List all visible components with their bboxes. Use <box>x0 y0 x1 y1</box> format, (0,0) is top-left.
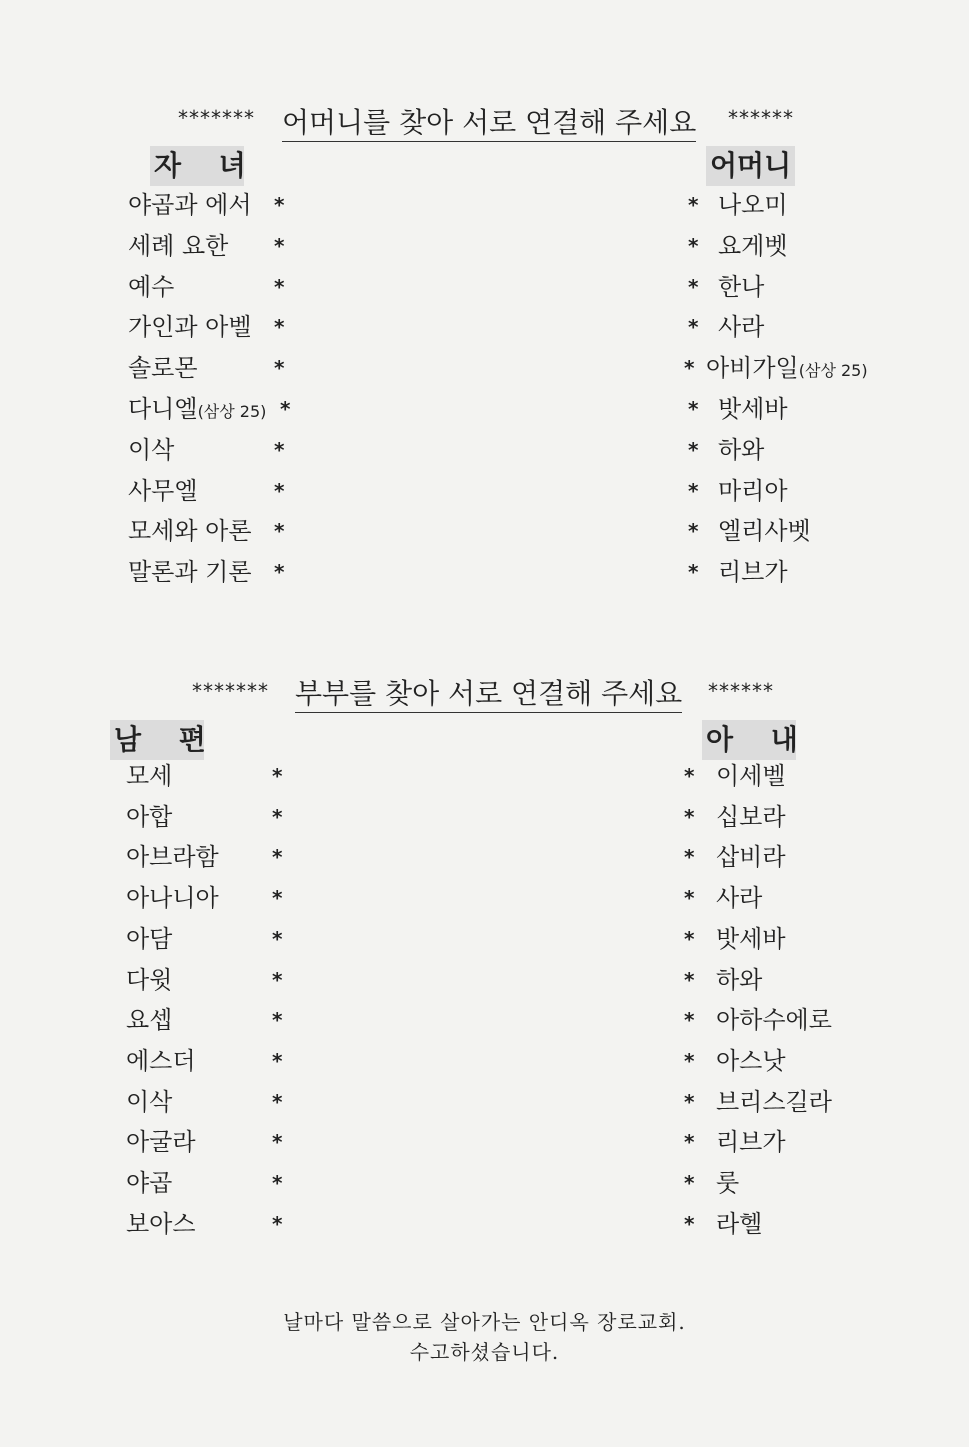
connect-point[interactable]: * <box>688 519 699 544</box>
item-text: 아비가일 <box>706 354 799 383</box>
footer-line1: 날마다 말씀으로 살아가는 안디옥 장로교회. <box>283 1310 686 1334</box>
item-text: 에스더 <box>126 1046 196 1075</box>
husband-item <box>126 1046 196 1076</box>
connect-point[interactable]: * <box>688 478 699 503</box>
husband-item <box>126 761 172 791</box>
connect-point[interactable]: * <box>272 926 283 951</box>
item-text: 리브가 <box>716 1128 786 1157</box>
child-item <box>128 231 228 261</box>
item-text: 솔로몬 <box>128 354 198 383</box>
connect-point[interactable]: * <box>274 519 285 544</box>
wife-item <box>716 802 786 832</box>
item-text: 세례 요한 <box>128 231 229 260</box>
children-header: 자 녀 <box>150 146 244 186</box>
mother-item <box>718 231 788 261</box>
item-text: 가인과 아벨 <box>128 313 252 342</box>
connect-point[interactable]: * <box>272 886 283 911</box>
item-text: 사무엘 <box>128 476 198 505</box>
connect-point[interactable]: * <box>274 356 285 381</box>
item-text: 라헬 <box>716 1209 763 1238</box>
husband-item <box>126 883 219 913</box>
husband-item <box>126 1127 196 1157</box>
wife-item <box>716 1005 832 1035</box>
connect-point[interactable]: * <box>688 315 699 340</box>
item-text: 한나 <box>718 272 765 301</box>
connect-point[interactable]: * <box>684 1130 695 1155</box>
item-text: 사라 <box>718 313 765 342</box>
section1-title: 어머니를 찾아 서로 연결해 주세요 <box>282 106 696 142</box>
item-text: 보아스 <box>126 1209 196 1238</box>
mothers-header: 어머니 <box>706 146 795 186</box>
connect-point[interactable]: * <box>272 1008 283 1033</box>
connect-point[interactable]: * <box>684 926 695 951</box>
item-text: 요셉 <box>126 1006 173 1035</box>
connect-point[interactable]: * <box>274 233 285 258</box>
connect-point[interactable]: * <box>688 560 699 585</box>
item-text: 나오미 <box>718 191 788 219</box>
wife-item <box>716 842 786 872</box>
mother-item <box>718 272 764 302</box>
husband-item <box>126 1087 172 1117</box>
item-text: 이삭 <box>126 1087 173 1116</box>
item-text: 야곱 <box>126 1169 173 1197</box>
item-text: 엘리사벳 <box>718 517 811 546</box>
item-text: 아합 <box>126 802 173 831</box>
wife-item <box>716 1168 739 1198</box>
mother-item <box>718 312 764 342</box>
connect-point[interactable]: * <box>274 193 285 217</box>
item-text: 요게벳 <box>718 231 788 260</box>
item-text: 사라 <box>716 884 763 913</box>
connect-point[interactable]: * <box>688 233 699 258</box>
wife-item <box>716 924 786 954</box>
connect-point[interactable]: * <box>272 1089 283 1114</box>
item-text: 십보라 <box>716 802 786 831</box>
section2-title: 부부를 찾아 서로 연결해 주세요 <box>295 677 682 713</box>
connect-point[interactable]: * <box>684 804 695 829</box>
child-item <box>128 272 174 302</box>
connect-point[interactable]: * <box>684 886 695 911</box>
husband-item <box>126 924 172 954</box>
item-note: (삼상 25) <box>197 402 267 421</box>
husbands-header: 남 편 <box>110 720 204 760</box>
item-text: 다윗 <box>126 965 173 994</box>
wife-item <box>716 1127 786 1157</box>
connect-point[interactable]: * <box>684 1171 695 1195</box>
child-item <box>128 435 174 465</box>
section1-stars-right: ****** <box>728 106 794 130</box>
mother-item <box>706 353 868 386</box>
connect-point[interactable]: * <box>684 1008 695 1033</box>
connect-point[interactable]: * <box>280 397 291 421</box>
connect-point[interactable]: * <box>688 193 699 217</box>
husband-item <box>126 965 172 995</box>
connect-point[interactable]: * <box>272 1130 283 1155</box>
item-text: 밧세바 <box>716 924 786 953</box>
item-text: 이세벨 <box>716 762 786 790</box>
connect-point[interactable]: * <box>272 804 283 829</box>
item-text: 아브라함 <box>126 843 219 872</box>
connect-point[interactable]: * <box>684 356 695 381</box>
item-text: 아나니아 <box>126 884 219 913</box>
wife-item <box>716 761 786 791</box>
husband-item <box>126 802 172 832</box>
husband-item <box>126 1209 196 1239</box>
item-text: 아담 <box>126 924 173 953</box>
connect-point[interactable]: * <box>684 967 695 992</box>
connect-point[interactable]: * <box>688 397 699 421</box>
item-text: 이삭 <box>128 435 175 464</box>
wife-item <box>716 1046 786 1076</box>
item-text: 삽비라 <box>716 843 786 872</box>
item-text: 모세와 아론 <box>128 517 252 546</box>
connect-point[interactable]: * <box>274 315 285 340</box>
wife-item <box>716 1087 832 1117</box>
mother-item <box>718 190 788 220</box>
section1-stars-left: ******* <box>178 106 255 130</box>
mother-item <box>718 516 811 546</box>
wives-header: 아 내 <box>702 720 796 760</box>
item-text: 브리스길라 <box>716 1087 832 1116</box>
item-note: (삼상 25) <box>798 361 868 381</box>
mother-item <box>718 557 788 587</box>
item-text: 마리아 <box>718 476 788 505</box>
connect-point[interactable]: * <box>272 967 283 992</box>
child-item <box>128 190 252 220</box>
item-text: 아굴라 <box>126 1128 196 1157</box>
item-text: 말론과 기론 <box>128 558 252 587</box>
connect-point[interactable]: * <box>688 274 699 299</box>
wife-item <box>716 883 762 913</box>
connect-point[interactable]: * <box>272 1048 283 1073</box>
husband-item <box>126 842 219 872</box>
item-text: 모세 <box>126 762 173 790</box>
item-text: 룻 <box>716 1169 740 1197</box>
item-text: 리브가 <box>718 558 788 587</box>
connect-point[interactable]: * <box>272 764 283 788</box>
item-text: 하와 <box>718 435 765 464</box>
connect-point[interactable]: * <box>684 1048 695 1073</box>
connect-point[interactable]: * <box>274 560 285 585</box>
item-text: 다니엘 <box>128 395 198 423</box>
mother-item <box>718 435 764 465</box>
mother-item <box>718 476 788 506</box>
item-text: 하와 <box>716 965 763 994</box>
connect-point[interactable]: * <box>684 1089 695 1114</box>
mother-item <box>718 394 788 424</box>
wife-item <box>716 1209 762 1239</box>
item-text: 아하수에로 <box>716 1006 832 1035</box>
connect-point[interactable]: * <box>274 478 285 503</box>
connect-point[interactable]: * <box>684 845 695 870</box>
husband-item <box>126 1005 172 1035</box>
connect-point[interactable]: * <box>274 274 285 299</box>
husband-item <box>126 1168 172 1198</box>
connect-point[interactable]: * <box>684 764 695 788</box>
child-item <box>128 476 198 506</box>
connect-point[interactable]: * <box>272 845 283 870</box>
connect-point[interactable]: * <box>272 1171 283 1195</box>
connect-point[interactable]: * <box>272 1211 283 1236</box>
connect-point[interactable]: * <box>684 1211 695 1236</box>
section2-stars-right: ****** <box>708 679 774 703</box>
item-text: 밧세바 <box>718 395 788 423</box>
child-item <box>128 557 252 587</box>
item-text: 아스낫 <box>716 1046 786 1075</box>
child-item <box>128 394 266 427</box>
child-item <box>128 516 252 546</box>
child-item <box>128 353 198 383</box>
child-item <box>128 312 252 342</box>
section2-stars-left: ******* <box>192 679 269 703</box>
footer-line2: 수고하셨습니다. <box>409 1340 560 1364</box>
connect-point[interactable]: * <box>274 437 285 462</box>
item-text: 야곱과 에서 <box>128 191 252 219</box>
item-text: 예수 <box>128 272 175 301</box>
connect-point[interactable]: * <box>688 437 699 462</box>
wife-item <box>716 965 762 995</box>
